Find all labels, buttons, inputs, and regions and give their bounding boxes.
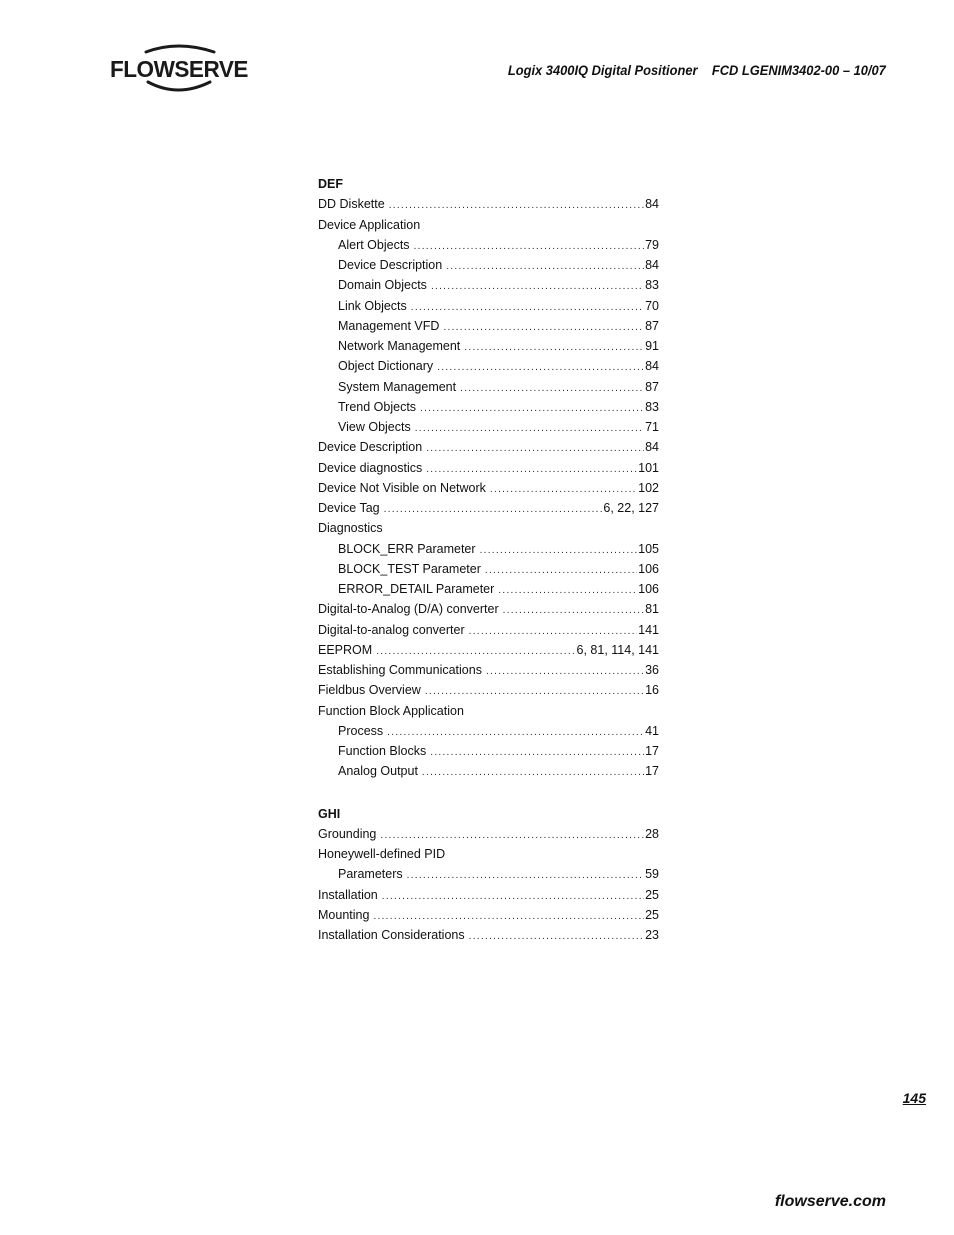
index-term: Fieldbus Overview (318, 683, 421, 698)
dot-leader (407, 866, 644, 886)
index-entry[interactable] (318, 417, 659, 437)
index-list (318, 174, 659, 945)
index-term: Parameters (338, 867, 403, 882)
index-page-ref: 84 (645, 440, 659, 455)
index-page-ref: 106 (638, 561, 659, 576)
index-page-ref: 83 (645, 399, 659, 414)
index-entry[interactable] (318, 539, 659, 559)
index-entry[interactable] (318, 498, 659, 518)
index-entry[interactable] (318, 336, 659, 356)
index-page-ref: 41 (645, 723, 659, 738)
index-page-ref: 59 (645, 867, 659, 882)
index-entry[interactable] (318, 660, 659, 680)
index-page-ref: 84 (645, 359, 659, 374)
index-page-ref: 87 (645, 318, 659, 333)
index-page-ref: 84 (645, 258, 659, 273)
index-term: Management VFD (338, 318, 440, 333)
dot-leader (446, 257, 644, 277)
dot-leader (389, 196, 644, 216)
index-entry[interactable] (318, 701, 659, 721)
dot-leader (415, 419, 644, 439)
index-term: System Management (338, 379, 457, 394)
index-entry[interactable] (318, 741, 659, 761)
dot-leader (426, 439, 644, 459)
dot-leader (384, 500, 603, 520)
index-page-ref: 83 (645, 278, 659, 293)
index-term: Digital-to-Analog (D/A) converter (318, 602, 499, 617)
index-entry[interactable] (318, 885, 659, 905)
index-term: BLOCK_TEST Parameter (338, 561, 481, 576)
index-term: BLOCK_ERR Parameter (338, 541, 476, 556)
index-page-ref: 28 (645, 826, 659, 841)
flowserve-logo (110, 42, 250, 100)
dot-leader (503, 601, 644, 621)
index-page-ref: 106 (638, 582, 659, 597)
index-entry[interactable] (318, 255, 659, 275)
index-term: ERROR_DETAIL Parameter (338, 582, 495, 597)
index-entry[interactable] (318, 316, 659, 336)
section-heading: DEF (318, 177, 343, 191)
dot-leader (422, 763, 644, 783)
index-term: Device Description (318, 440, 423, 455)
index-term: Diagnostics (318, 521, 383, 536)
index-term: Device Tag (318, 501, 380, 516)
index-page-ref: 101 (638, 460, 659, 475)
index-entry[interactable] (318, 599, 659, 619)
dot-leader (498, 581, 637, 601)
footer-url[interactable]: flowserve.com (774, 1193, 886, 1210)
index-term: Establishing Communications (318, 663, 482, 678)
page-number: 145 (902, 1090, 926, 1106)
index-entry[interactable] (318, 397, 659, 417)
index-page-ref: 84 (645, 197, 659, 212)
index-entry[interactable] (318, 761, 659, 781)
index-term: DD Diskette (318, 197, 385, 212)
index-entry[interactable] (318, 377, 659, 397)
dot-leader (387, 723, 644, 743)
index-entry[interactable] (318, 721, 659, 741)
dot-leader (490, 480, 637, 500)
index-page-ref: 25 (645, 887, 659, 902)
index-entry[interactable] (318, 640, 659, 660)
index-term: Grounding (318, 826, 377, 841)
dot-leader (414, 237, 645, 257)
logo-wordmark: FLOWSERVE (110, 56, 248, 82)
index-term: Device diagnostics (318, 460, 423, 475)
index-entry[interactable] (318, 194, 659, 214)
dot-leader (486, 662, 644, 682)
document-title: Logix 3400IQ Digital Positioner FCD LGENIM3402-00 – 10/07 (508, 62, 886, 78)
index-entry[interactable] (318, 235, 659, 255)
dot-leader (382, 887, 644, 907)
index-entry[interactable] (318, 275, 659, 295)
index-page-ref: 91 (645, 339, 659, 354)
index-entry[interactable] (318, 824, 659, 844)
index-term: Mounting (318, 907, 370, 922)
index-term: View Objects (338, 420, 411, 435)
index-entry[interactable] (318, 356, 659, 376)
dot-leader (431, 277, 644, 297)
index-page-ref: 36 (645, 663, 659, 678)
index-term: Domain Objects (338, 278, 427, 293)
index-term: Process (338, 723, 384, 738)
index-entry[interactable] (318, 296, 659, 316)
index-page-ref: 79 (645, 237, 659, 252)
index-entry[interactable] (318, 925, 659, 945)
dot-leader (376, 642, 575, 662)
index-entry[interactable] (318, 458, 659, 478)
dot-leader (464, 338, 644, 358)
index-term: Object Dictionary (338, 359, 434, 374)
index-page-ref: 105 (638, 541, 659, 556)
index-term: Link Objects (338, 298, 407, 313)
index-entry[interactable] (318, 215, 659, 235)
index-term: Alert Objects (338, 237, 410, 252)
index-entry[interactable] (318, 844, 659, 864)
index-page-ref: 71 (645, 420, 659, 435)
dot-leader (420, 399, 644, 419)
index-term: EEPROM (318, 642, 373, 657)
index-term: Device Description (338, 258, 443, 273)
index-entry[interactable] (318, 864, 659, 884)
index-page-ref: 70 (645, 298, 659, 313)
index-page-ref: 23 (645, 928, 659, 943)
dot-leader (443, 318, 644, 338)
index-page-ref: 6, 81, 114, 141 (576, 642, 659, 657)
dot-leader (380, 826, 644, 846)
dot-leader (469, 927, 644, 947)
index-term: Analog Output (338, 764, 418, 779)
section-gap (318, 782, 659, 804)
index-term: Digital-to-analog converter (318, 622, 465, 637)
dot-leader (480, 541, 638, 561)
index-entry[interactable] (318, 680, 659, 700)
index-entry[interactable] (318, 518, 659, 538)
dot-leader (485, 561, 637, 581)
index-page-ref: 25 (645, 907, 659, 922)
dot-leader (460, 379, 644, 399)
dot-leader (469, 622, 638, 642)
index-page-ref: 102 (638, 480, 659, 495)
index-term: Function Block Application (318, 703, 464, 718)
dot-leader (411, 298, 644, 318)
index-entry[interactable] (318, 579, 659, 599)
index-entry[interactable] (318, 437, 659, 457)
index-term: Network Management (338, 339, 461, 354)
index-term: Trend Objects (338, 399, 417, 414)
index-entry[interactable] (318, 620, 659, 640)
section-heading: GHI (318, 806, 341, 821)
index-page-ref: 17 (645, 764, 659, 779)
dot-leader (373, 907, 644, 927)
index-term: Device Not Visible on Network (318, 480, 486, 495)
index-entry[interactable] (318, 905, 659, 925)
dot-leader (430, 743, 644, 763)
index-entry[interactable] (318, 478, 659, 498)
index-page-ref: 141 (638, 622, 659, 637)
index-page-ref: 16 (645, 683, 659, 698)
index-term: Device Application (318, 217, 421, 232)
index-term: Installation Considerations (318, 928, 465, 943)
index-entry[interactable] (318, 559, 659, 579)
dot-leader (437, 358, 644, 378)
index-term: Function Blocks (338, 744, 427, 759)
dot-leader (425, 682, 644, 702)
index-page-ref: 87 (645, 379, 659, 394)
index-term: Installation (318, 887, 378, 902)
dot-leader (426, 460, 637, 480)
index-page-ref: 17 (645, 744, 659, 759)
index-term: Honeywell-defined PID (318, 847, 446, 862)
index-page-ref: 81 (645, 602, 659, 617)
index-page-ref: 6, 22, 127 (603, 501, 659, 516)
